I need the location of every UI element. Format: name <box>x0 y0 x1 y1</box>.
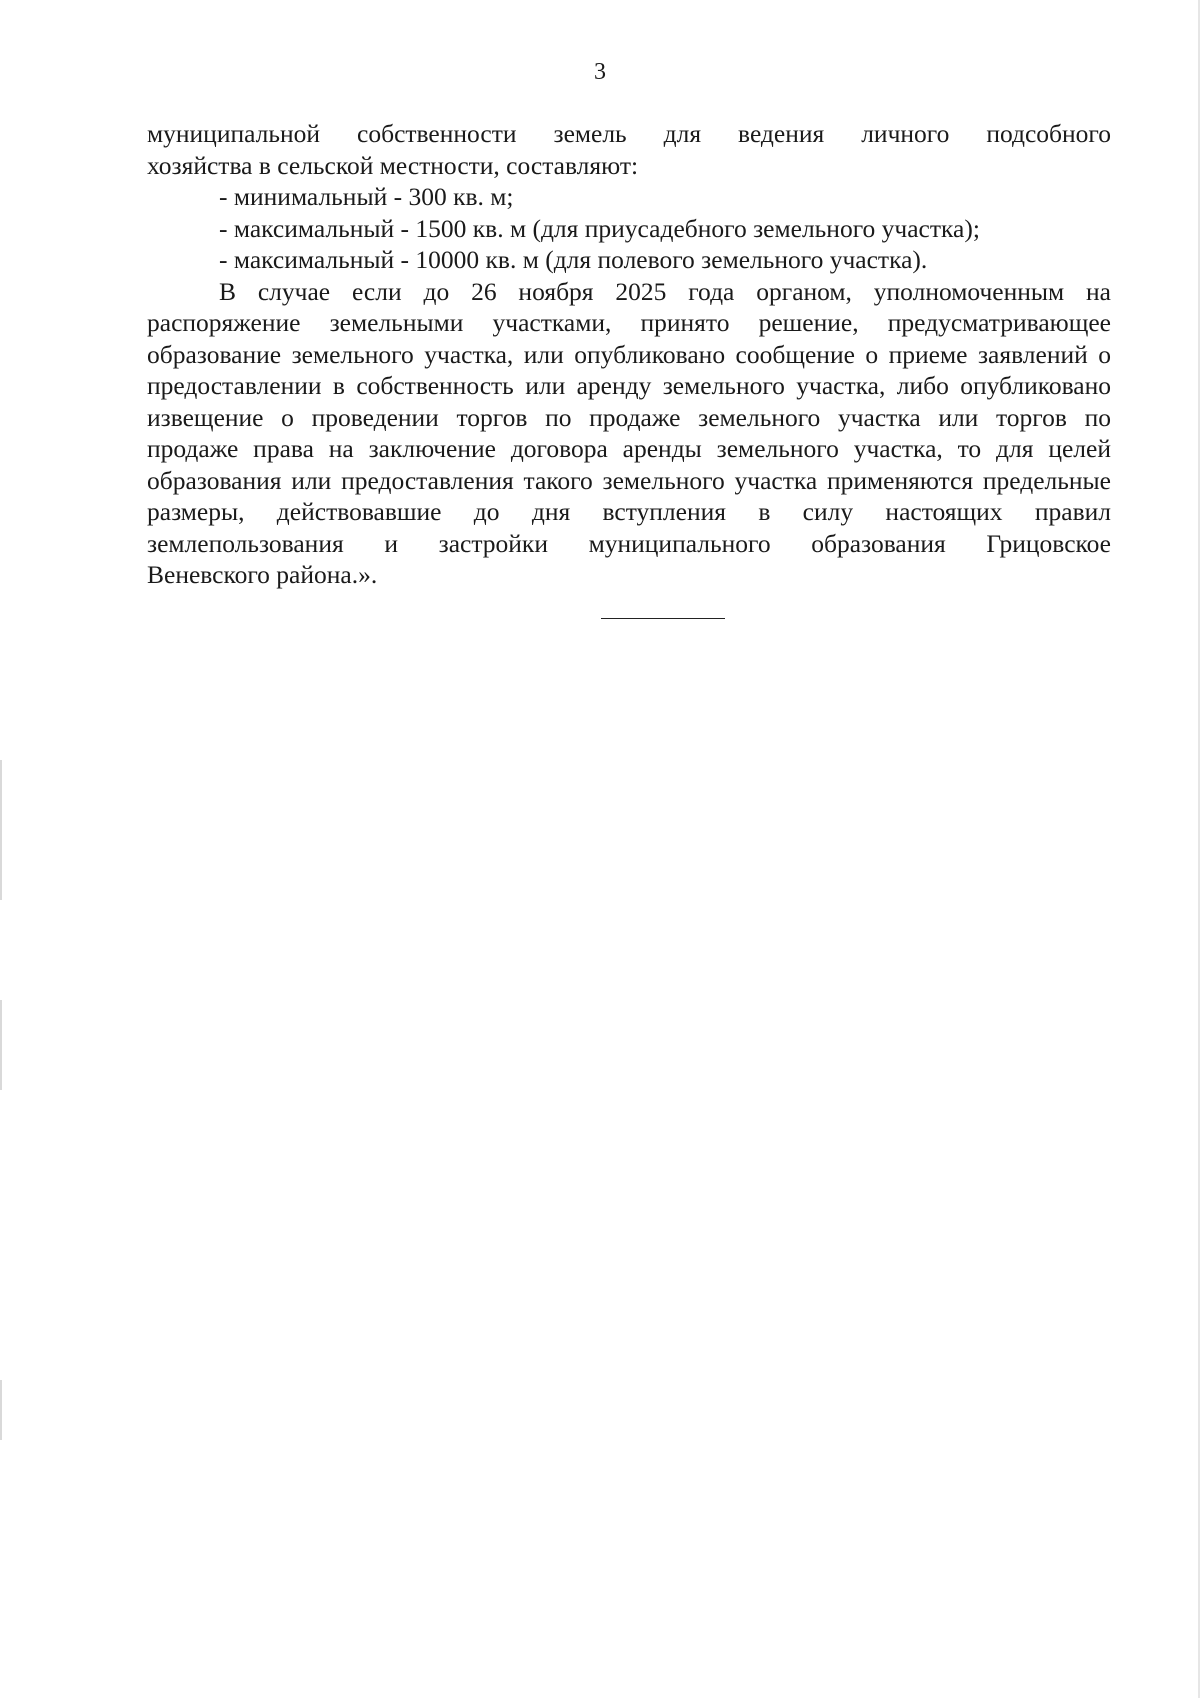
document-body <box>147 118 1111 591</box>
text-line: образование земельного участка, или опубликовано сообщение о приеме заявлений о <box>147 339 1111 369</box>
scan-edge-mark <box>0 760 2 900</box>
text-line: землепользования и застройки муниципального образования Грицовское <box>147 528 1111 558</box>
text-line: муниципальной собственности земель для ведения личного подсобного <box>147 119 1111 148</box>
page-number: 3 <box>594 59 606 85</box>
scan-edge-mark <box>0 1000 2 1090</box>
list-item: - минимальный - 300 кв. м; <box>219 182 514 211</box>
text-line: предоставлении в собственность или аренду земельного участка, либо опубликовано <box>147 371 1111 400</box>
text-line: размеры, действовавшие до дня вступления в силу настоящих правил <box>147 497 1111 526</box>
text-line: извещение о проведении торгов по продаже земельного участка или торгов по <box>147 402 1111 432</box>
text-line: распоряжение земельными участками, принято решение, предусматривающее <box>147 308 1111 337</box>
text-line: продаже права на заключение договора аренды земельного участка, то для целей <box>147 434 1111 463</box>
text-line: образования или предоставления такого земельного участка применяются предельные <box>147 465 1111 495</box>
text-line: хозяйства в сельской местности, составляют: <box>147 150 639 180</box>
list-item: - максимальный - 1500 кв. м (для приусадебного земельного участка); <box>219 213 980 243</box>
scan-edge-mark <box>0 1380 2 1440</box>
paragraph-first-line: В случае если до 26 ноября 2025 года органом, уполномоченным на <box>219 276 1111 306</box>
text-line: Веневского района.». <box>147 560 378 589</box>
list-item: - максимальный - 10000 кв. м (для полевого земельного участка). <box>219 245 928 274</box>
closing-rule <box>601 618 725 619</box>
